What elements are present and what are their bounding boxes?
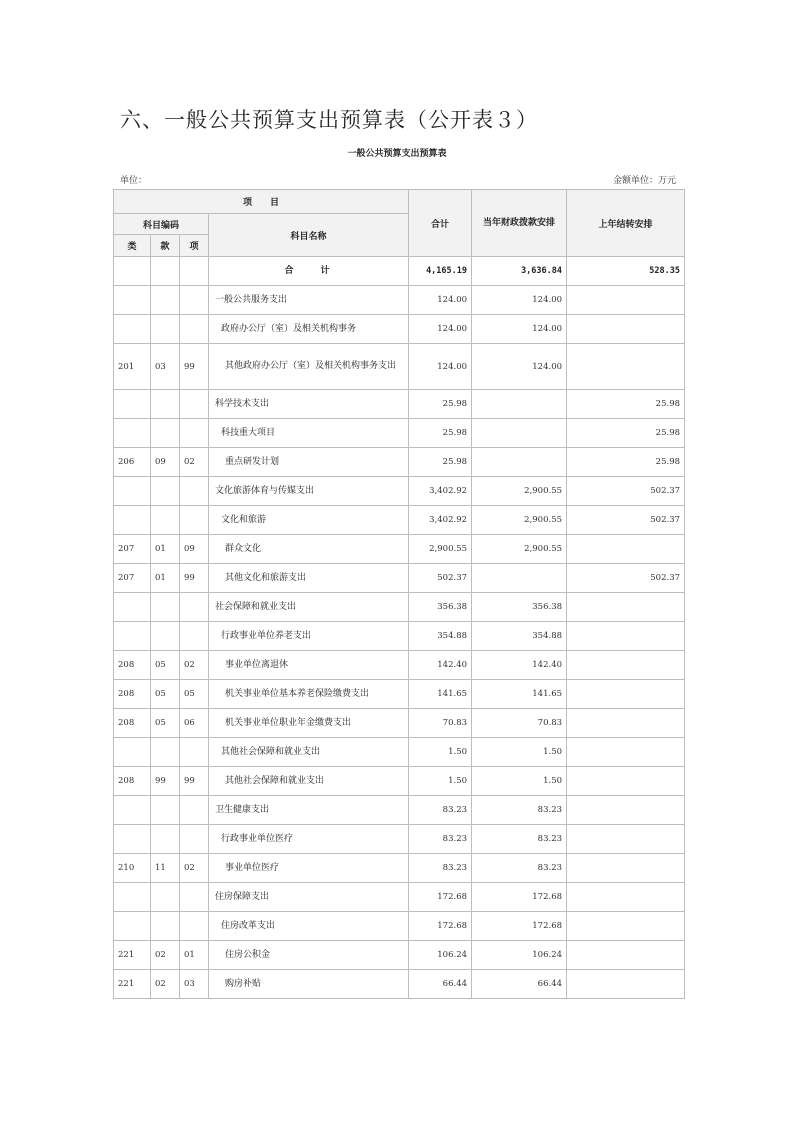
cell-carryover: 502.37: [567, 477, 685, 506]
cell-total: 70.83: [409, 709, 472, 738]
cell-carryover: [567, 315, 685, 344]
cell-kuan: [151, 506, 180, 535]
header-xiang: 项: [180, 235, 209, 257]
cell-kuan: [151, 738, 180, 767]
cell-carryover: [567, 825, 685, 854]
header-lei: 类: [114, 235, 151, 257]
cell-lei: 221: [114, 941, 151, 970]
cell-carryover: [567, 535, 685, 564]
cell-subject-name: 文化旅游体育与传媒支出: [209, 477, 409, 506]
cell-kuan: 09: [151, 448, 180, 477]
cell-xiang: [180, 825, 209, 854]
cell-subject-name: 卫生健康支出: [209, 796, 409, 825]
cell-carryover: 25.98: [567, 448, 685, 477]
cell-xiang: [180, 796, 209, 825]
cell-subject-name: 行政事业单位养老支出: [209, 622, 409, 651]
cell-subject-name: 其他社会保障和就业支出: [209, 767, 409, 796]
cell-current-year: 3,636.84: [472, 257, 567, 286]
cell-carryover: [567, 854, 685, 883]
cell-total: 3,402.92: [409, 506, 472, 535]
cell-lei: [114, 477, 151, 506]
cell-kuan: 99: [151, 767, 180, 796]
cell-carryover: [567, 738, 685, 767]
cell-carryover: [567, 767, 685, 796]
cell-current-year: 2,900.55: [472, 535, 567, 564]
cell-carryover: [567, 286, 685, 315]
cell-current-year: 124.00: [472, 286, 567, 315]
cell-total: 356.38: [409, 593, 472, 622]
cell-kuan: 03: [151, 344, 180, 390]
cell-current-year: 124.00: [472, 344, 567, 390]
cell-kuan: [151, 419, 180, 448]
cell-kuan: 05: [151, 709, 180, 738]
table-row: [114, 448, 685, 477]
cell-subject-name: 住房保障支出: [209, 883, 409, 912]
table-row: [114, 477, 685, 506]
header-subject-name: 科目名称: [209, 214, 409, 257]
cell-total: 2,900.55: [409, 535, 472, 564]
cell-current-year: 1.50: [472, 738, 567, 767]
cell-subject-name: 科技重大项目: [209, 419, 409, 448]
cell-xiang: [180, 257, 209, 286]
cell-xiang: [180, 286, 209, 315]
cell-xiang: 03: [180, 970, 209, 999]
cell-total: 502.37: [409, 564, 472, 593]
cell-xiang: [180, 315, 209, 344]
cell-total: 25.98: [409, 390, 472, 419]
cell-total: 3,402.92: [409, 477, 472, 506]
cell-lei: [114, 506, 151, 535]
cell-kuan: [151, 825, 180, 854]
cell-subject-name: 群众文化: [209, 535, 409, 564]
cell-xiang: 99: [180, 564, 209, 593]
cell-total: 66.44: [409, 970, 472, 999]
cell-lei: 207: [114, 535, 151, 564]
cell-current-year: 106.24: [472, 941, 567, 970]
cell-xiang: 99: [180, 767, 209, 796]
cell-lei: [114, 419, 151, 448]
cell-kuan: 05: [151, 651, 180, 680]
cell-subject-name: 其他社会保障和就业支出: [209, 738, 409, 767]
cell-xiang: [180, 622, 209, 651]
table-row: [114, 970, 685, 999]
cell-xiang: 05: [180, 680, 209, 709]
cell-kuan: [151, 315, 180, 344]
cell-current-year: 1.50: [472, 767, 567, 796]
cell-kuan: [151, 257, 180, 286]
cell-total: 142.40: [409, 651, 472, 680]
cell-xiang: 02: [180, 854, 209, 883]
header-total: 合计: [409, 190, 472, 257]
cell-carryover: 502.37: [567, 564, 685, 593]
cell-subject-name: 其他政府办公厅（室）及相关机构事务支出: [209, 344, 409, 390]
cell-subject-name: 行政事业单位医疗: [209, 825, 409, 854]
cell-current-year: 83.23: [472, 825, 567, 854]
cell-current-year: [472, 419, 567, 448]
cell-carryover: [567, 883, 685, 912]
cell-lei: 210: [114, 854, 151, 883]
cell-subject-name: 住房公积金: [209, 941, 409, 970]
cell-lei: [114, 593, 151, 622]
cell-subject-name: 住房改革支出: [209, 912, 409, 941]
cell-subject-name: 事业单位离退休: [209, 651, 409, 680]
cell-total: 172.68: [409, 912, 472, 941]
cell-carryover: 25.98: [567, 390, 685, 419]
cell-total: 141.65: [409, 680, 472, 709]
cell-total: 83.23: [409, 854, 472, 883]
cell-subject-name: 机关事业单位基本养老保险缴费支出: [209, 680, 409, 709]
cell-current-year: 354.88: [472, 622, 567, 651]
page-title: 六、一般公共预算支出预算表（公开表３）: [120, 108, 538, 132]
cell-current-year: 172.68: [472, 912, 567, 941]
cell-xiang: [180, 390, 209, 419]
cell-kuan: [151, 622, 180, 651]
cell-subject-name: 重点研发计划: [209, 448, 409, 477]
cell-lei: [114, 390, 151, 419]
cell-kuan: 02: [151, 941, 180, 970]
header-project: 项 目: [114, 190, 409, 214]
cell-carryover: [567, 344, 685, 390]
cell-carryover: [567, 970, 685, 999]
cell-lei: 208: [114, 767, 151, 796]
cell-xiang: 01: [180, 941, 209, 970]
cell-lei: [114, 315, 151, 344]
cell-total: 354.88: [409, 622, 472, 651]
cell-current-year: 141.65: [472, 680, 567, 709]
cell-total: 83.23: [409, 825, 472, 854]
cell-xiang: [180, 477, 209, 506]
table-title: 一般公共预算支出预算表: [347, 149, 447, 159]
cell-total: 106.24: [409, 941, 472, 970]
cell-current-year: 2,900.55: [472, 506, 567, 535]
cell-kuan: [151, 477, 180, 506]
table-row: [114, 941, 685, 970]
cell-kuan: 02: [151, 970, 180, 999]
cell-current-year: 124.00: [472, 315, 567, 344]
table-row: [114, 390, 685, 419]
cell-current-year: 2,900.55: [472, 477, 567, 506]
table-body: [114, 257, 685, 999]
cell-kuan: [151, 593, 180, 622]
cell-current-year: 172.68: [472, 883, 567, 912]
cell-carryover: [567, 680, 685, 709]
table-row: [114, 535, 685, 564]
cell-current-year: [472, 390, 567, 419]
cell-current-year: 83.23: [472, 854, 567, 883]
cell-total: 83.23: [409, 796, 472, 825]
cell-total: 4,165.19: [409, 257, 472, 286]
cell-total: 124.00: [409, 286, 472, 315]
cell-total: 1.50: [409, 767, 472, 796]
cell-carryover: 528.35: [567, 257, 685, 286]
cell-total: 25.98: [409, 448, 472, 477]
table-row: [114, 709, 685, 738]
cell-subject-name: 购房补贴: [209, 970, 409, 999]
cell-total: 25.98: [409, 419, 472, 448]
cell-current-year: 66.44: [472, 970, 567, 999]
cell-xiang: 06: [180, 709, 209, 738]
cell-carryover: [567, 796, 685, 825]
cell-lei: 201: [114, 344, 151, 390]
table-row: [114, 796, 685, 825]
table-row: [114, 419, 685, 448]
cell-xiang: [180, 738, 209, 767]
cell-xiang: [180, 506, 209, 535]
header-kuan: 款: [151, 235, 180, 257]
header-subject-code: 科目编码: [114, 214, 209, 235]
cell-carryover: [567, 651, 685, 680]
cell-kuan: 11: [151, 854, 180, 883]
cell-current-year: [472, 448, 567, 477]
cell-lei: 221: [114, 970, 151, 999]
cell-carryover: [567, 622, 685, 651]
cell-lei: 208: [114, 680, 151, 709]
cell-subject-name: 事业单位医疗: [209, 854, 409, 883]
cell-kuan: [151, 912, 180, 941]
cell-subject-name: 科学技术支出: [209, 390, 409, 419]
cell-subject-name: 一般公共服务支出: [209, 286, 409, 315]
table-row: [114, 286, 685, 315]
table-row: [114, 825, 685, 854]
header-carryover: 上年结转安排: [567, 190, 685, 257]
table-header: [114, 190, 685, 257]
cell-subject-name: 政府办公厅（室）及相关机构事务: [209, 315, 409, 344]
table-row: [114, 680, 685, 709]
cell-subject-name: 文化和旅游: [209, 506, 409, 535]
cell-total: 124.00: [409, 315, 472, 344]
cell-lei: [114, 883, 151, 912]
cell-lei: 207: [114, 564, 151, 593]
cell-lei: [114, 825, 151, 854]
cell-lei: [114, 257, 151, 286]
cell-total: 172.68: [409, 883, 472, 912]
table-row: [114, 593, 685, 622]
cell-total: 1.50: [409, 738, 472, 767]
cell-lei: 206: [114, 448, 151, 477]
cell-carryover: 502.37: [567, 506, 685, 535]
cell-lei: [114, 622, 151, 651]
cell-kuan: 01: [151, 535, 180, 564]
cell-xiang: 09: [180, 535, 209, 564]
cell-lei: [114, 912, 151, 941]
cell-xiang: 02: [180, 448, 209, 477]
cell-kuan: [151, 883, 180, 912]
cell-kuan: [151, 286, 180, 315]
table-row: [114, 344, 685, 390]
cell-subject-name: 合 计: [209, 257, 409, 286]
cell-lei: [114, 286, 151, 315]
cell-xiang: [180, 593, 209, 622]
cell-xiang: [180, 419, 209, 448]
table-row: [114, 315, 685, 344]
table-row: [114, 738, 685, 767]
cell-current-year: 356.38: [472, 593, 567, 622]
cell-xiang: [180, 883, 209, 912]
cell-subject-name: 社会保障和就业支出: [209, 593, 409, 622]
cell-total: 124.00: [409, 344, 472, 390]
table-row: [114, 651, 685, 680]
cell-lei: 208: [114, 709, 151, 738]
amount-unit-label: 金额单位：万元: [612, 176, 676, 186]
cell-xiang: 02: [180, 651, 209, 680]
table-row: [114, 883, 685, 912]
table-row-total: [114, 257, 685, 286]
header-current-year: 当年财政拨款安排: [472, 190, 567, 257]
cell-carryover: [567, 912, 685, 941]
table-row: [114, 912, 685, 941]
cell-xiang: [180, 912, 209, 941]
table-row: [114, 622, 685, 651]
cell-lei: 208: [114, 651, 151, 680]
cell-kuan: 01: [151, 564, 180, 593]
cell-kuan: [151, 390, 180, 419]
cell-kuan: 05: [151, 680, 180, 709]
table-row: [114, 564, 685, 593]
cell-lei: [114, 796, 151, 825]
cell-subject-name: 机关事业单位职业年金缴费支出: [209, 709, 409, 738]
cell-carryover: [567, 593, 685, 622]
cell-subject-name: 其他文化和旅游支出: [209, 564, 409, 593]
table-row: [114, 854, 685, 883]
unit-label: 单位：: [120, 176, 148, 186]
cell-carryover: 25.98: [567, 419, 685, 448]
table-row: [114, 506, 685, 535]
budget-expenditure-table: [113, 189, 685, 999]
table-row: [114, 767, 685, 796]
cell-xiang: 99: [180, 344, 209, 390]
cell-current-year: [472, 564, 567, 593]
cell-lei: [114, 738, 151, 767]
cell-kuan: [151, 796, 180, 825]
cell-current-year: 142.40: [472, 651, 567, 680]
cell-carryover: [567, 941, 685, 970]
cell-current-year: 83.23: [472, 796, 567, 825]
cell-current-year: 70.83: [472, 709, 567, 738]
cell-carryover: [567, 709, 685, 738]
